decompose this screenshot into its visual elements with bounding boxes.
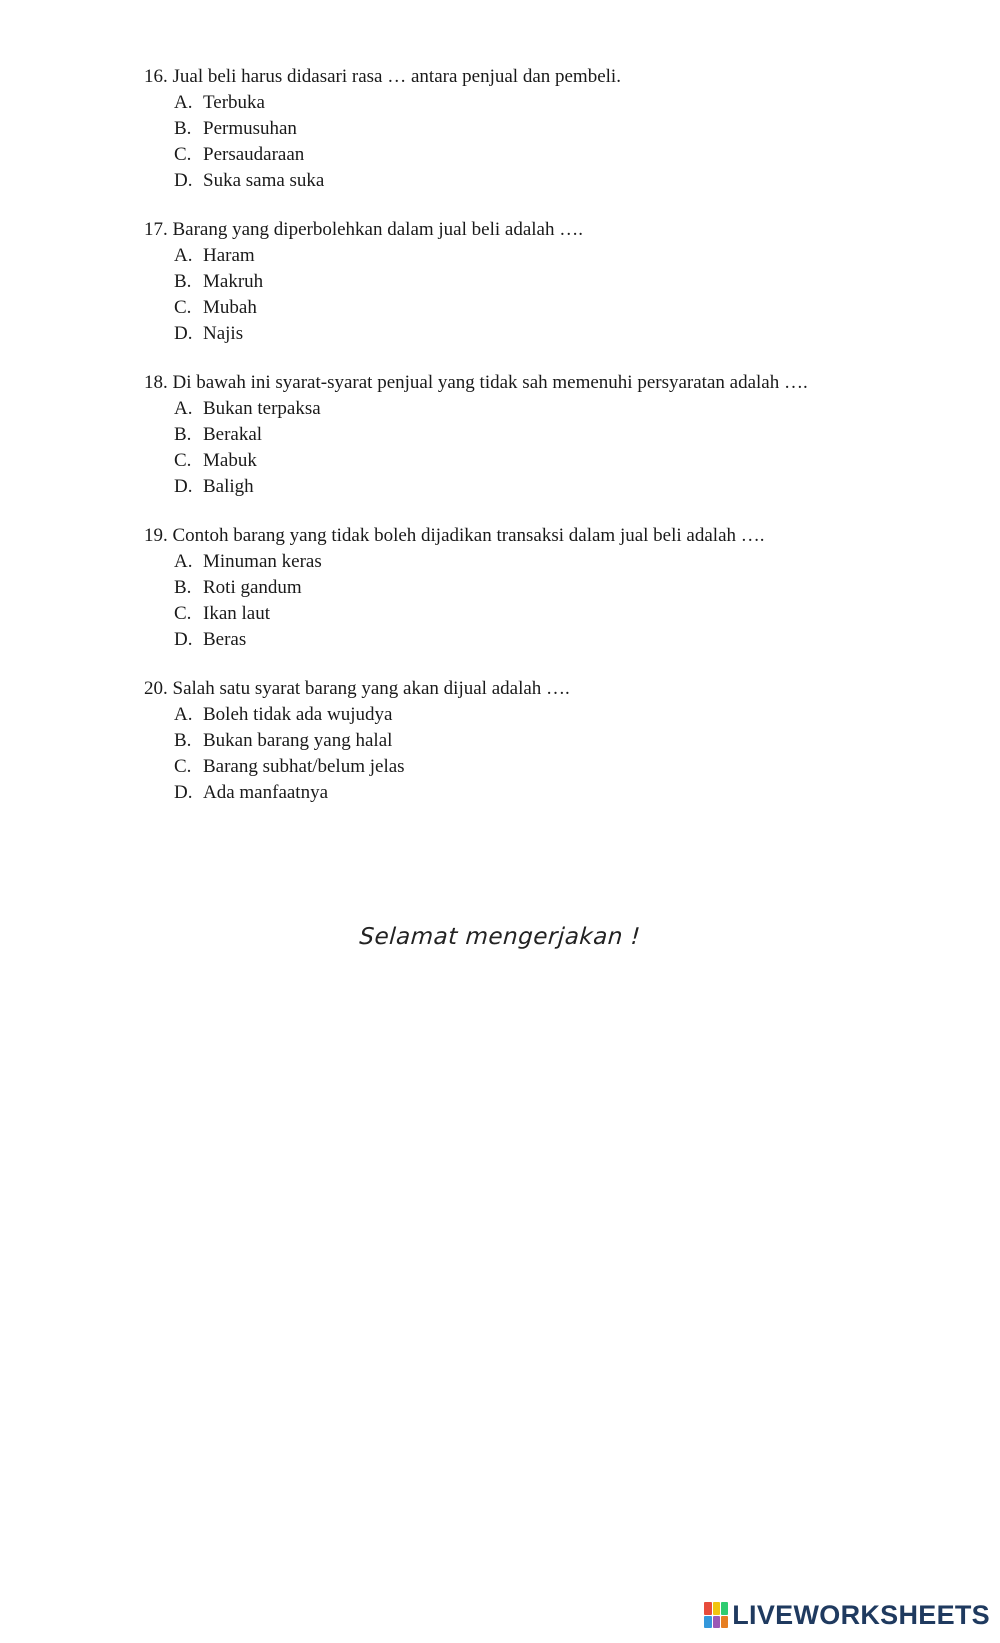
option-d[interactable] xyxy=(144,321,964,347)
option-letter: B. xyxy=(174,271,192,292)
option-text: Mubah xyxy=(203,297,257,318)
question-16 xyxy=(144,64,964,194)
logo-block xyxy=(713,1616,720,1629)
question-17 xyxy=(144,217,964,347)
option-list xyxy=(144,702,964,806)
option-list xyxy=(144,243,964,347)
option-letter: B. xyxy=(174,577,192,598)
question-list xyxy=(144,64,964,829)
question-stem xyxy=(144,370,964,396)
option-d[interactable] xyxy=(144,168,964,194)
question-text: Barang yang diperbolehkan dalam jual beli adalah …. xyxy=(172,219,583,240)
option-letter: D. xyxy=(174,629,193,650)
option-letter: D. xyxy=(174,476,193,497)
logo-block xyxy=(704,1602,711,1615)
option-b[interactable] xyxy=(144,728,964,754)
question-number: 16. xyxy=(144,66,168,87)
option-b[interactable] xyxy=(144,575,964,601)
option-letter: C. xyxy=(174,450,192,471)
question-text: Jual beli harus didasari rasa … antara penjual dan pembeli. xyxy=(167,66,621,87)
option-text: Berakal xyxy=(203,424,263,445)
option-text: Ada manfaatnya xyxy=(203,782,329,803)
option-a[interactable] xyxy=(144,549,964,575)
option-letter: A. xyxy=(174,245,193,266)
option-letter: A. xyxy=(174,92,193,113)
option-list xyxy=(144,90,964,194)
option-list xyxy=(144,549,964,653)
brand-name: LIVEWORKSHEETS xyxy=(732,1599,990,1630)
question-text: Salah satu syarat barang yang akan dijual adalah …. xyxy=(172,678,570,699)
question-number: 19. xyxy=(144,525,168,546)
option-a[interactable] xyxy=(144,90,964,116)
option-text: Baligh xyxy=(203,476,254,497)
liveworksheets-logo-icon xyxy=(704,1602,728,1628)
option-text: Bukan terpaksa xyxy=(203,398,321,419)
option-c[interactable] xyxy=(144,142,964,168)
option-a[interactable] xyxy=(144,702,964,728)
question-number: 20. xyxy=(144,678,168,699)
question-number: 17. xyxy=(144,219,168,240)
option-text: Ikan laut xyxy=(203,603,271,624)
logo-block xyxy=(713,1602,720,1615)
option-b[interactable] xyxy=(144,116,964,142)
option-c[interactable] xyxy=(144,295,964,321)
option-d[interactable] xyxy=(144,780,964,806)
option-letter: B. xyxy=(174,730,192,751)
option-text: Persaudaraan xyxy=(203,144,305,165)
question-19 xyxy=(144,523,964,653)
option-letter: A. xyxy=(174,704,193,725)
logo-block xyxy=(704,1616,711,1629)
option-b[interactable] xyxy=(144,269,964,295)
option-text: Mabuk xyxy=(203,450,257,471)
closing-message: Selamat mengerjakan ! xyxy=(358,924,642,950)
question-20 xyxy=(144,676,964,806)
question-stem xyxy=(144,217,964,243)
option-c[interactable] xyxy=(144,754,964,780)
option-text: Terbuka xyxy=(203,92,265,113)
option-letter: D. xyxy=(174,170,193,191)
question-text: Contoh barang yang tidak boleh dijadikan transaksi dalam jual beli adalah …. xyxy=(172,525,765,546)
option-letter: C. xyxy=(174,144,192,165)
option-c[interactable] xyxy=(144,601,964,627)
option-a[interactable] xyxy=(144,243,964,269)
option-d[interactable] xyxy=(144,474,964,500)
option-a[interactable] xyxy=(144,396,964,422)
question-stem xyxy=(144,64,964,90)
option-text: Bukan barang yang halal xyxy=(203,730,393,751)
question-stem xyxy=(144,676,964,702)
question-text: Di bawah ini syarat-syarat penjual yang tidak sah memenuhi persyaratan adalah …. xyxy=(172,372,808,393)
option-text: Roti gandum xyxy=(203,577,302,598)
option-c[interactable] xyxy=(144,448,964,474)
option-text: Suka sama suka xyxy=(203,170,325,191)
option-letter: C. xyxy=(174,756,192,777)
option-text: Boleh tidak ada wujudya xyxy=(203,704,393,725)
option-d[interactable] xyxy=(144,627,964,653)
option-b[interactable] xyxy=(144,422,964,448)
logo-block xyxy=(721,1602,728,1615)
option-letter: C. xyxy=(174,297,192,318)
option-text: Permusuhan xyxy=(203,118,297,139)
logo-block xyxy=(721,1616,728,1629)
option-letter: C. xyxy=(174,603,192,624)
option-letter: B. xyxy=(174,424,192,445)
option-letter: B. xyxy=(174,118,192,139)
option-letter: D. xyxy=(174,323,193,344)
option-text: Najis xyxy=(203,323,244,344)
option-text: Haram xyxy=(203,245,255,266)
option-text: Barang subhat/belum jelas xyxy=(203,756,405,777)
option-list xyxy=(144,396,964,500)
question-stem xyxy=(144,523,964,549)
option-text: Beras xyxy=(203,629,247,650)
option-letter: A. xyxy=(174,398,193,419)
liveworksheets-brand[interactable] xyxy=(704,1599,990,1631)
option-text: Makruh xyxy=(203,271,264,292)
option-letter: D. xyxy=(174,782,193,803)
option-letter: A. xyxy=(174,551,193,572)
question-number: 18. xyxy=(144,372,168,393)
option-text: Minuman keras xyxy=(203,551,322,572)
question-18 xyxy=(144,370,964,500)
